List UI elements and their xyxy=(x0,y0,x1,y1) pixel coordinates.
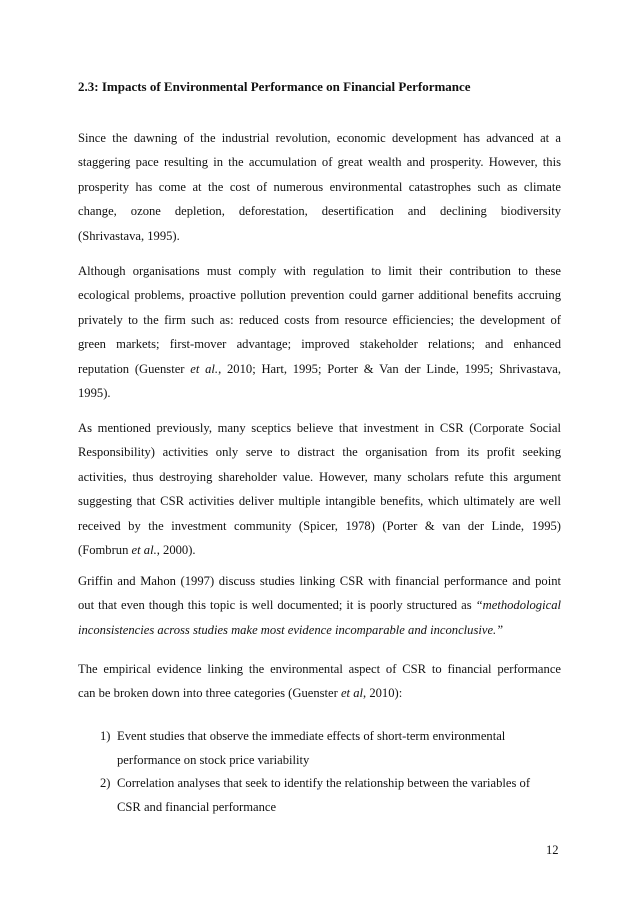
paragraph-line: ecological problems, proactive pollution prevention could garner additional benefits accruing xyxy=(78,288,561,303)
paragraph-line: As mentioned previously, many sceptics believe that investment in CSR (Corporate Social xyxy=(78,421,561,435)
paragraph-line: received by the investment community (Spicer, 1978) (Porter & van der Linde, 1995) xyxy=(78,518,561,533)
paragraph-line xyxy=(78,593,561,617)
paragraph-line: change, ozone depletion, deforestation, desertification and declining biodiversity xyxy=(78,204,561,219)
list-item-text: Event studies that observe the immediate effects of short-term environmental xyxy=(117,729,506,743)
italic-run: et al xyxy=(340,686,364,701)
paragraph-line: suggesting that CSR activities deliver multiple intangible benefits, which ultimately are well xyxy=(78,494,561,509)
text-run: reputation (Guenster xyxy=(78,361,191,376)
paragraph-line xyxy=(78,681,561,705)
paragraph-line: green markets; first-mover advantage; improved stakeholder relations; and enhanced xyxy=(78,337,561,352)
list-item-text: CSR and financial performance xyxy=(117,799,277,814)
text-run: , 2010): xyxy=(363,686,403,701)
paragraph-line xyxy=(78,357,561,381)
italic-run: et al. xyxy=(131,543,157,558)
paragraph-line: The empirical evidence linking the environmental aspect of CSR to financial performance xyxy=(78,662,561,676)
italic-run: et al. xyxy=(190,361,219,376)
text-run: (Fombrun xyxy=(78,543,132,558)
paragraph-line xyxy=(78,618,561,642)
paragraph-line: Responsibility) activities only serve to distract the organisation from its profit seeking xyxy=(78,445,561,460)
paragraph-line xyxy=(78,538,561,562)
paragraph-line: (Shrivastava, 1995). xyxy=(78,228,180,243)
paragraph-line: prosperity has come at the cost of numerous environmental catastrophes such as climate xyxy=(78,179,561,194)
paragraph-line: Although organisations must comply with regulation to limit their contribution to these xyxy=(78,264,561,278)
page-number: 12 xyxy=(546,843,559,857)
list-item-text: performance on stock price variability xyxy=(117,752,310,767)
quote-run: “methodological xyxy=(475,598,561,613)
paragraph-csr-sceptics xyxy=(78,416,561,562)
text-run: , 2010; Hart, 1995; Porter & Van der Linde, 1995; Shrivastava, xyxy=(218,361,561,376)
text-run: can be broken down into three categories (Guenster xyxy=(78,686,341,701)
list-number: 1) xyxy=(100,729,111,743)
paragraph-empirical-evidence xyxy=(78,657,561,706)
section-heading: 2.3: Impacts of Environmental Performance on Financial Performance xyxy=(78,79,471,94)
categories-list xyxy=(100,725,561,819)
quote-run: inconsistencies across studies make most evidence incomparable and inconclusive.” xyxy=(78,622,504,637)
list-item xyxy=(100,725,561,772)
text-run: out that even though this topic is well documented; it is poorly structured as xyxy=(78,598,476,613)
paragraph-regulation xyxy=(78,259,561,405)
paragraph-griffin-mahon xyxy=(78,569,561,642)
paragraph-industrial-revolution xyxy=(78,126,561,248)
paragraph-line: Griffin and Mahon (1997) discuss studies linking CSR with financial performance and point xyxy=(78,574,561,588)
paragraph-line: activities, thus destroying shareholder value. However, many scholars refute this argument xyxy=(78,469,561,484)
paragraph-line: 1995). xyxy=(78,386,111,401)
paragraph-line: privately to the firm such as: reduced costs from resource efficiencies; the development of xyxy=(78,312,561,327)
paragraph-line: staggering pace resulting in the accumulation of great wealth and prosperity. However, this xyxy=(78,155,561,170)
paragraph-line: Since the dawning of the industrial revolution, economic development has advanced at a xyxy=(78,131,561,145)
list-number: 2) xyxy=(100,776,111,790)
text-run: , 2000). xyxy=(156,543,196,558)
list-item-text: Correlation analyses that seek to identify the relationship between the variables of xyxy=(117,776,531,790)
list-item xyxy=(100,772,561,819)
